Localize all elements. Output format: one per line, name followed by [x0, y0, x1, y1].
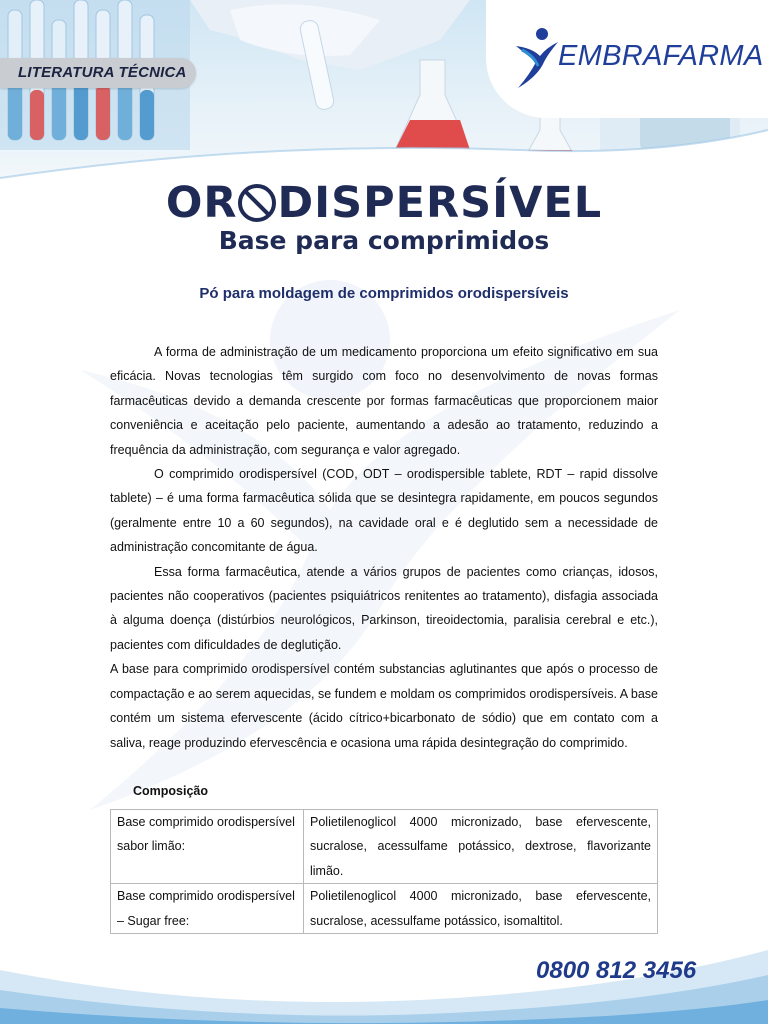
title-part-1: OR — [165, 178, 238, 228]
paragraph-3: Essa forma farmacêutica, atende a vários grupos de pacientes como crianças, idosos, pacientes não cooperativos (pacientes psiquiátricos renitentes ao tratamento), disfagia associada à alguma doença (distúrbios neurológicos, Parkinson, tireoidectomia, paralisia cerebral e etc.), pacientes com dificuldades de deglutição. — [110, 564, 658, 652]
ingredients-cell: Polietilenoglicol 4000 micronizado, base efervescente, sucralose, acessulfame potássico, dextrose, flavorizante limão. — [304, 810, 658, 884]
paragraph-2: O comprimido orodispersível (COD, ODT – orodispersible tablete, RDT – rapid dissolve tablete) – é uma forma farmacêutica sólida que se desintegra rapidamente, em poucos segundos (geralmente entre 10 a 60 segundos), na cavidade oral e é deglutido sem a necessidade de administração concomitante de água. — [110, 467, 658, 555]
section-tag-label: LITERATURA TÉCNICA — [18, 64, 187, 81]
product-cell: Base comprimido orodispersível – Sugar free: — [111, 884, 304, 934]
section-tag-banner — [0, 58, 196, 88]
product-cell: Base comprimido orodispersível sabor limão: — [111, 810, 304, 884]
ingredients-cell: Polietilenoglicol 4000 micronizado, base efervescente, sucralose, acessulfame potássico, isomaltitol. — [304, 884, 658, 934]
embrafarma-logo — [512, 26, 762, 90]
title-part-2: DISPERSÍVEL — [277, 178, 603, 228]
table-row — [111, 884, 658, 934]
phone-number: 0800 812 3456 — [536, 957, 697, 984]
composition-table — [110, 809, 658, 934]
body-text — [110, 340, 658, 755]
product-tagline: Pó para moldagem de comprimidos orodispersíveis — [199, 285, 569, 302]
composition-title: Composição — [133, 784, 209, 798]
product-title — [0, 178, 768, 228]
table-row — [111, 810, 658, 884]
paragraph-1: A forma de administração de um medicamento proporciona um efeito significativo em sua eficácia. Novas tecnologias têm surgido com foco no desenvolvimento de novas formas farmacêuticas devido a demanda crescente por formas farmacêuticas que proporcionem maior conveniência e aceitação pelo paciente, aumentando a adesão ao tratamento, reduzindo a frequência da administração, com segurança e valor agregado. — [110, 345, 658, 457]
paragraph-4: A base para comprimido orodispersível contém substancias aglutinantes que após o processo de compactação e ao serem aquecidas, se fundem e moldam os comprimidos orodispersíveis. A base contém um sistema efervescente (ácido cítrico+bicarbonato de sódio) que em contato com a saliva, reage produzindo efervescência e ocasiona uma rápida desintegração do comprimido. — [110, 662, 658, 750]
person-swoosh-icon — [512, 26, 560, 90]
crossed-o-icon — [238, 184, 276, 220]
logo-wordmark: EMBRAFARMA — [558, 40, 764, 72]
product-subtitle: Base para comprimidos — [218, 226, 550, 255]
